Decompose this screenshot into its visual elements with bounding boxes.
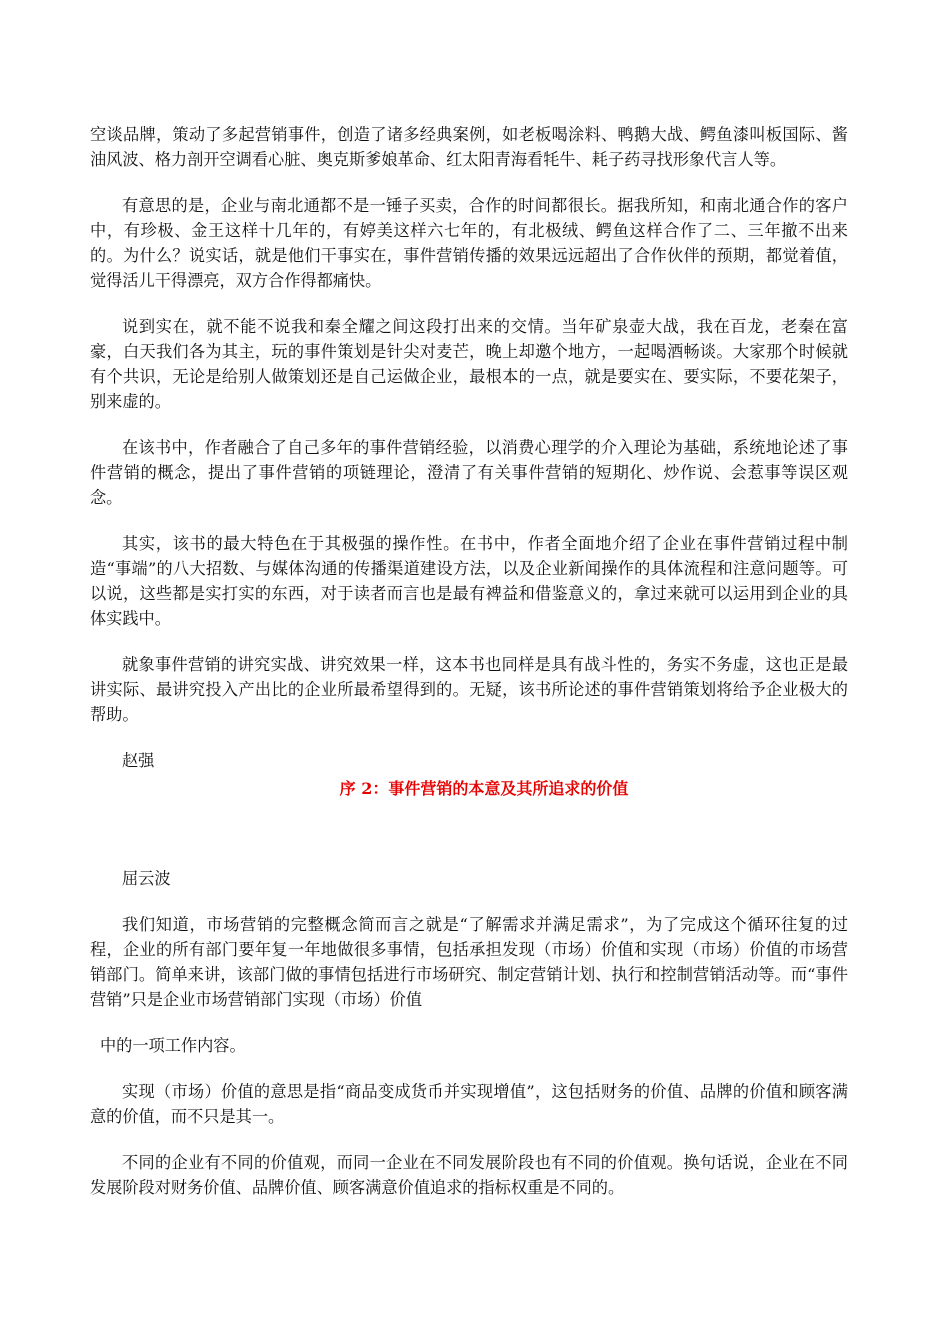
paragraph: 空谈品牌，策动了多起营销事件，创造了诸多经典案例，如老板喝涂料、鸭鹅大战、鳄鱼漆叫板国际、酱油风波、格力剖开空调看心脏、奥克斯爹娘革命、红太阳青海看牦牛、耗子药寻找形象代言人等。 bbox=[90, 125, 848, 169]
paragraph: 在该书中，作者融合了自己多年的事件营销经验，以消费心理学的介入理论为基础，系统地论述了事件营销的概念，提出了事件营销的项链理论，澄清了有关事件营销的短期化、炒作说、会惹事等误区观念。 bbox=[90, 438, 848, 507]
document-page bbox=[90, 122, 848, 1221]
paragraph: 不同的企业有不同的价值观，而同一企业在不同发展阶段也有不同的价值观。换句话说，企业在不同发展阶段对财务价值、品牌价值、顾客满意价值追求的指标权重是不同的。 bbox=[90, 1153, 848, 1197]
paragraph: 我们知道，市场营销的完整概念简而言之就是“了解需求并满足需求”，为了完成这个循环往复的过程，企业的所有部门要年复一年地做很多事情，包括承担发现（市场）价值和实现（市场）价值的市场营销部门。简单来讲，该部门做的事情包括进行市场研究、制定营销计划、执行和控制营销活动等。而“事件营销”只是企业市场营销部门实现（市场）价值 bbox=[90, 915, 848, 1009]
paragraph: 说到实在，就不能不说我和秦全耀之间这段打出来的交情。当年矿泉壶大战，我在百龙，老秦在富豪，白天我们各为其主，玩的事件策划是针尖对麦芒，晚上却邀个地方，一起喝酒畅谈。大家那个时候就有个共识，无论是给别人做策划还是自己运做企业，最根本的一点，就是要实在、要实际，不要花架子，别来虚的。 bbox=[90, 317, 848, 411]
paragraph: 就象事件营销的讲究实战、讲究效果一样，这本书也同样是具有战斗性的，务实不务虚，这也正是最讲实际、最讲究投入产出比的企业所最希望得到的。无疑，该书所论述的事件营销策划将给予企业极大的帮助。 bbox=[90, 655, 848, 724]
paragraph-fragment: 中的一项工作内容。 bbox=[100, 1036, 246, 1055]
paragraph: 其实，该书的最大特色在于其极强的操作性。在书中，作者全面地介绍了企业在事件营销过程中制造“事端”的八大招数、与媒体沟通的传播渠道建设方法，以及企业新闻操作的具体流程和注意问题等。可以说，这些都是实打实的东西，对于读者而言也是最有裨益和借鉴意义的，拿过来就可以运用到企业的具体实践中。 bbox=[90, 534, 848, 628]
section-title: 序 2：事件营销的本意及其所追求的价值 bbox=[339, 779, 629, 798]
author-name: 屈云波 bbox=[122, 869, 171, 888]
paragraph: 有意思的是，企业与南北通都不是一锤子买卖，合作的时间都很长。据我所知，和南北通合作的客户中，有珍极、金王这样十几年的，有婷美这样六七年的，有北极绒、鳄鱼这样合作了二、三年撤不出来的。为什么？说实话，就是他们干事实在，事件营销传播的效果远远超出了合作伙伴的预期，都觉着值，觉得活儿干得漂亮，双方合作得都痛快。 bbox=[90, 196, 848, 290]
paragraph: 实现（市场）价值的意思是指“商品变成货币并实现增值”，这包括财务的价值、品牌的价值和顾客满意的价值，而不只是其一。 bbox=[90, 1082, 848, 1126]
signature: 赵强 bbox=[122, 751, 155, 770]
